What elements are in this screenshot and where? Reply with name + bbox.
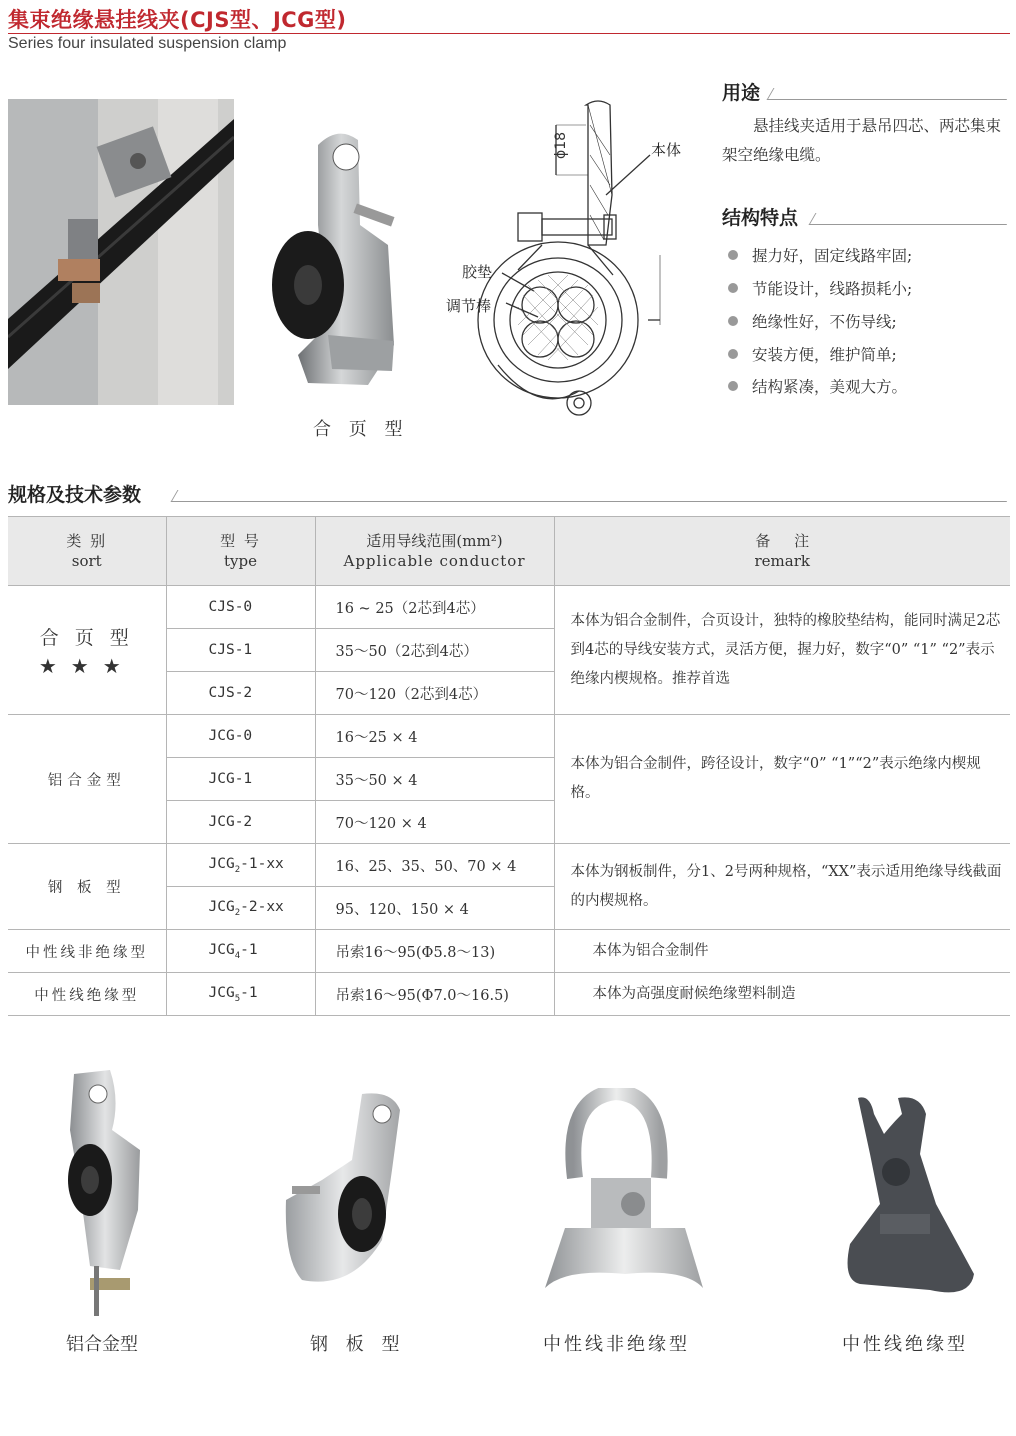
bullet-icon — [728, 381, 738, 391]
type-cell: CJS-0 — [166, 586, 315, 629]
table-row — [8, 930, 1010, 973]
usage-text: 悬挂线夹适用于悬吊四芯、两芯集束架空绝缘电缆。 — [722, 117, 1002, 164]
table-row — [8, 844, 1010, 887]
feature-item: 节能设计，线路损耗小; — [728, 277, 912, 299]
neutral-non-insulated-caption: 中性线非绝缘型 — [543, 1334, 690, 1355]
title-divider — [8, 33, 1010, 34]
features-heading: 结构特点 — [722, 207, 799, 229]
range-cell: 35～50 × 4 — [315, 758, 554, 801]
feature-item: 安装方便，维护简单; — [728, 343, 897, 365]
type-cell: JCG-0 — [166, 715, 315, 758]
remark-cell: 本体为高强度耐候绝缘塑料制造 — [554, 973, 1010, 1016]
installation-photo — [8, 99, 234, 405]
type-cell: $JCG_2-1-xx$ — [166, 844, 315, 887]
type-cell: $JCG_2-2-xx$ — [166, 887, 315, 930]
header-type: 型 号 type — [166, 517, 315, 586]
hinge-clamp-image — [268, 125, 420, 393]
table-row — [8, 586, 1010, 629]
sort-cell: 钢 板 型 — [8, 844, 166, 930]
range-cell: 16、25、35、50、70 × 4 — [315, 844, 554, 887]
sort-cell: 中性线非绝缘型 — [8, 930, 166, 973]
diameter-label: ϕ18 — [553, 131, 569, 159]
header-applicable: 适用导线范围(mm²) Applicable conductor — [315, 517, 554, 586]
bullet-icon — [728, 316, 738, 326]
neutral-non-insulated-clamp-image — [535, 1088, 705, 1298]
type-cell: CJS-1 — [166, 629, 315, 672]
usage-heading-rule — [767, 88, 1014, 100]
table-row — [8, 973, 1010, 1016]
type-cell: $JCG_5-1$ — [166, 973, 315, 1016]
page-subtitle: Series four insulated suspension clamp — [8, 35, 287, 52]
usage-heading: 用途 — [722, 82, 761, 104]
range-cell: 16 ~ 25（2芯到4芯） — [315, 586, 554, 629]
features-heading-rule — [809, 213, 1014, 225]
sort-cell: 合 页 型 ★★★ — [8, 586, 166, 715]
range-cell: 吊索16～95(Φ5.8～13) — [315, 930, 554, 973]
type-cell: JCG-1 — [166, 758, 315, 801]
aluminum-alloy-caption: 铝合金型 — [66, 1334, 138, 1355]
type-cell: $JCG_4-1$ — [166, 930, 315, 973]
steel-plate-clamp-image — [282, 1090, 412, 1290]
table-header-row — [8, 517, 1010, 586]
rod-label: 调节棒 — [446, 297, 492, 315]
page-title: 集束绝缘悬挂线夹(CJS型、JCG型) — [8, 8, 347, 32]
structure-diagram — [438, 95, 690, 430]
aluminum-alloy-clamp-image — [60, 1070, 170, 1320]
neutral-insulated-clamp-image — [840, 1094, 980, 1304]
header-sort: 类 别 sort — [8, 517, 166, 586]
remark-cell: 本体为铝合金制件，合页设计，独特的橡胶垫结构，能同时满足2芯到4芯的导线安装方式，灵活方便，握力好，数字“0” “1” “2”表示绝缘内楔规格。推荐首选 — [554, 586, 1010, 715]
bullet-icon — [728, 349, 738, 359]
hinge-type-caption: 合 页 型 — [313, 419, 409, 440]
table-row — [8, 715, 1010, 758]
pad-label: 胶垫 — [462, 263, 493, 281]
bullet-icon — [728, 250, 738, 260]
range-cell: 70～120 × 4 — [315, 801, 554, 844]
steel-plate-caption: 钢 板 型 — [310, 1334, 406, 1355]
sort-cell: 铝合金型 — [8, 715, 166, 844]
remark-cell: 本体为铝合金制件，跨径设计，数字“0” “1”“2”表示绝缘内楔规格。 — [554, 715, 1010, 844]
header-remark: 备 注 remark — [554, 517, 1010, 586]
sort-cell: 中性线绝缘型 — [8, 973, 166, 1016]
range-cell: 吊索16～95(Φ7.0～16.5) — [315, 973, 554, 1016]
range-cell: 16～25 × 4 — [315, 715, 554, 758]
type-cell: CJS-2 — [166, 672, 315, 715]
range-cell: 70～120（2芯到4芯） — [315, 672, 554, 715]
specs-heading-rule — [171, 490, 1014, 502]
specs-heading: 规格及技术参数 — [8, 484, 142, 506]
bullet-icon — [728, 283, 738, 293]
remark-cell: 本体为钢板制件，分1、2号两种规格，“XX”表示适用绝缘导线截面的内楔规格。 — [554, 844, 1010, 930]
body-label: 本体 — [651, 141, 682, 159]
range-cell: 95、120、150 × 4 — [315, 887, 554, 930]
specs-table — [8, 516, 1010, 1016]
neutral-insulated-caption: 中性线绝缘型 — [842, 1334, 968, 1355]
range-cell: 35～50（2芯到4芯） — [315, 629, 554, 672]
feature-item: 结构紧凑，美观大方。 — [728, 375, 907, 397]
type-cell: JCG-2 — [166, 801, 315, 844]
recommend-stars: ★★★ — [38, 653, 135, 678]
feature-item: 握力好，固定线路牢固; — [728, 244, 912, 266]
feature-item: 绝缘性好，不伤导线; — [728, 310, 897, 332]
remark-cell: 本体为铝合金制件 — [554, 930, 1010, 973]
